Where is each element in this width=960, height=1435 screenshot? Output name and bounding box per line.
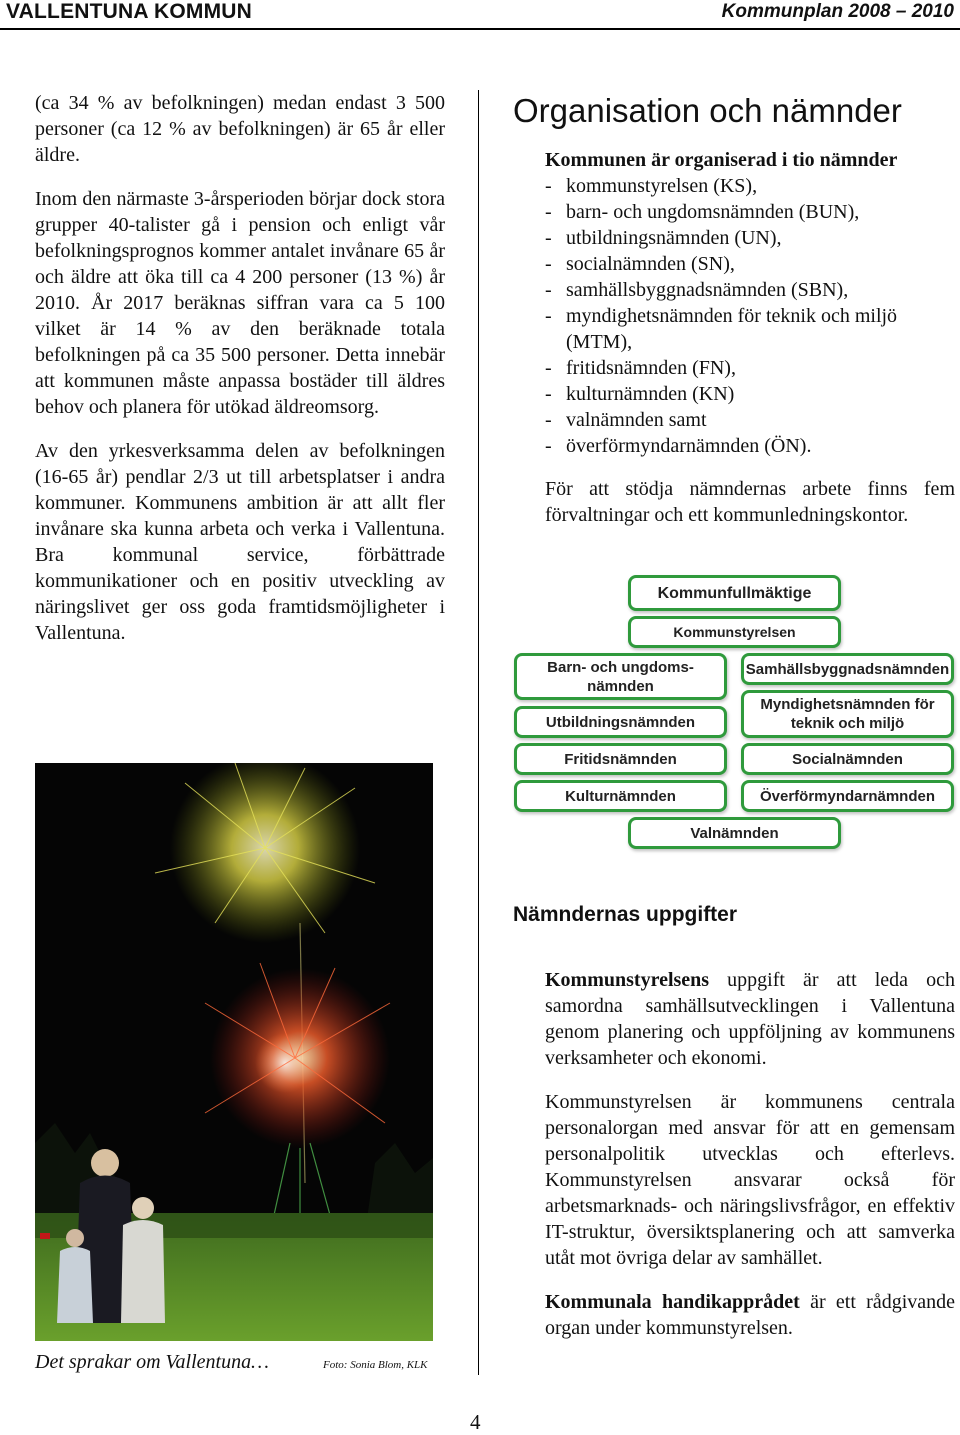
list-item: - barn- och ungdomsnämnden (BUN), xyxy=(545,201,860,223)
organisation-section xyxy=(545,147,955,528)
org-box-sbn: Samhällsbyggnadsnämnden xyxy=(741,653,954,685)
photo-caption: Det sprakar om Vallentuna… xyxy=(35,1351,269,1373)
list-item: - valnämnden samt xyxy=(545,409,707,431)
left-column xyxy=(35,90,445,664)
tasks-paragraph-council: Kommunala handikapprådet är ett rådgivande organ under kommunstyrelsen. xyxy=(545,1291,956,1339)
org-box-on: Överförmyndarnämnden xyxy=(741,780,954,812)
list-dash: - xyxy=(545,227,552,249)
org-box-kommunfullmaktige: Kommunfullmäktige xyxy=(628,575,841,611)
org-box-mtm: Myndighetsnämnden för teknik och miljö xyxy=(741,690,954,738)
list-item: - kommunstyrelsen (KS), xyxy=(545,175,758,197)
tasks-paragraph-ks: Kommunstyrelsens uppgift är att leda och samordna samhällsutvecklingen i Vallentuna genom planering och uppföljning av kommunens verksamheter och ekonomi. xyxy=(545,969,955,1069)
photo-credit: Foto: Sonia Blom, KLK xyxy=(323,1359,428,1371)
list-dash: - xyxy=(545,357,552,379)
tasks-paragraph-personnel: Kommunstyrelsen är kommunens centrala personalorgan med ansvar för att en gemensam personalpolitik utvecklas och efterlevs. Kommunstyrelsen ansvarar också för arbetsmarknads- och näringslivsfrågor, en effektiv IT-struktur, översiktsplanering och att samverka utåt mot övriga delar av samhället. xyxy=(545,1091,955,1269)
list-dash: - xyxy=(545,305,552,327)
list-item: - överförmyndarnämnden (ÖN). xyxy=(545,435,812,457)
list-item: - myndighetsnämnden för teknik och miljö (MTM), xyxy=(545,305,898,353)
list-dash: - xyxy=(545,435,552,457)
list-item: - kulturnämnden (KN) xyxy=(545,383,735,405)
paragraph-retirement: Inom den närmaste 3-årsperioden börjar dock stora grupper 40-talister gå i pension och enligt vår befolkningsprognos kommer antalet invånare 65 år och äldre att öka till ca 4 200 personer (13 %) år 2010. År 2017 beräknas siffran vara ca 5 100 vilket är 14 % av den beräknade totala befolkningen på ca 35 500 personer. Detta innebär att kommunen måste anpassa bostäder till äldres behov och planera för utökad äldreomsorg. xyxy=(35,188,445,418)
org-box-kn: Kulturnämnden xyxy=(514,780,727,812)
committee-list xyxy=(545,173,955,459)
list-dash: - xyxy=(545,409,552,431)
list-item: - samhällsbyggnadsnämnden (SBN), xyxy=(545,279,849,301)
list-dash: - xyxy=(545,201,552,223)
organisation-heading: Organisation och nämnder xyxy=(513,92,902,129)
header-rule xyxy=(0,28,960,30)
org-box-un: Utbildningsnämnden xyxy=(514,706,727,738)
document-title: Kommunplan 2008 – 2010 xyxy=(721,1,954,22)
column-divider xyxy=(478,90,479,1375)
list-dash: - xyxy=(545,175,552,197)
list-dash: - xyxy=(545,253,552,275)
page-number: 4 xyxy=(470,1410,481,1434)
list-item: - utbildningsnämnden (UN), xyxy=(545,227,782,249)
org-box-kommunstyrelsen: Kommunstyrelsen xyxy=(628,616,841,648)
organisation-intro: Kommunen är organiserad i tio nämnder xyxy=(545,149,898,171)
fireworks-photo xyxy=(35,763,433,1341)
paragraph-commuting: Av den yrkesverksamma delen av befolkningen (16-65 år) pendlar 2/3 ut till arbetsplatser i andra kommuner. Kommunens ambition är att allt fler invånare ska kunna arbeta och verka i Vallentuna. Bra kommunal service, förbättrade kommunikationer och en positiv utveckling av näringslivet ger oss goda framtidsmöjligheter i Vallentuna. xyxy=(35,440,445,644)
list-item: - socialnämnden (SN), xyxy=(545,253,735,275)
org-box-bun: Barn- och ungdoms-nämnden xyxy=(514,653,727,700)
org-box-fn: Fritidsnämnden xyxy=(514,743,727,775)
municipality-name: VALLENTUNA KOMMUN xyxy=(6,0,253,23)
tasks-section xyxy=(545,967,955,1341)
list-item: - fritidsnämnden (FN), xyxy=(545,357,736,379)
tasks-heading: Nämndernas uppgifter xyxy=(513,903,738,926)
list-dash: - xyxy=(545,279,552,301)
org-box-valnamnden: Valnämnden xyxy=(628,817,841,849)
list-dash: - xyxy=(545,383,552,405)
support-paragraph: För att stödja nämndernas arbete finns fem förvaltningar och ett kommunledningskontor. xyxy=(545,478,955,526)
paragraph-population: (ca 34 % av befolkningen) medan endast 3 500 personer (ca 12 % av befolkningen) är 65 år eller äldre. xyxy=(35,92,445,166)
org-box-sn: Socialnämnden xyxy=(741,743,954,775)
